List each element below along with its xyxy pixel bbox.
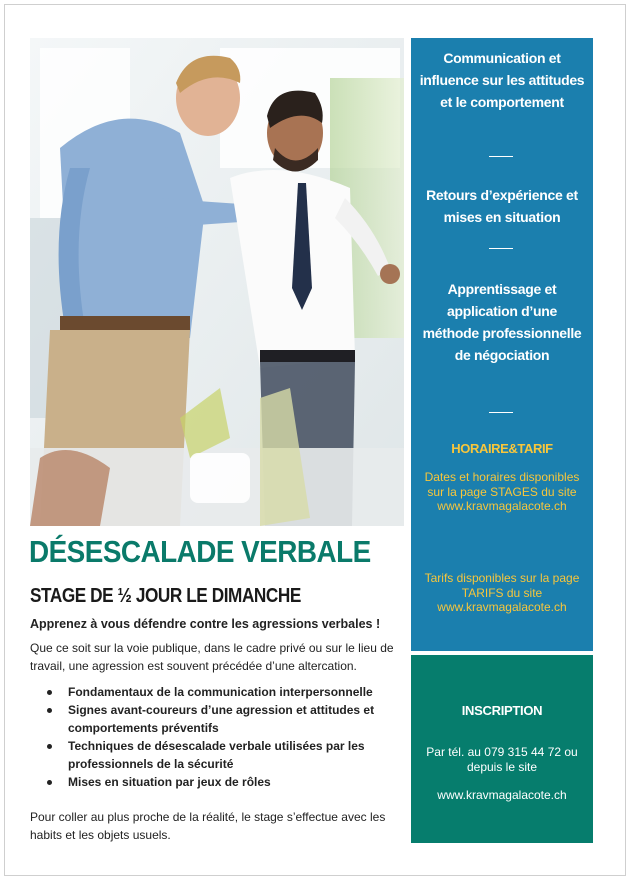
subtitle: STAGE DE ½ JOUR LE DIMANCHE [30,585,301,607]
features-panel [411,38,593,651]
bullet-icon [47,690,52,695]
horaire-text: Dates et horaires disponibles sur la page STAGES du site www.kravmagalacote.ch [424,470,580,513]
horaire-tarif-heading: HORAIRE&TARIF [451,441,553,456]
inscription-heading: INSCRIPTION [461,703,543,718]
list-item [30,773,406,791]
bullet-icon [47,708,52,713]
inscription-website: www.kravmagalacote.ch [437,788,567,802]
tarif-text: Tarifs disponibles sur la page TARIFS du site www.kravmagalacote.ch [424,571,580,614]
program-list [30,683,406,791]
lead-text: Apprenez à vous défendre contre les agressions verbales ! [30,617,381,631]
list-item-text: Techniques de désescalade verbale utilisées par les professionnels de la sécurité [68,739,365,771]
feature-retours: Retours d’expérience et mises en situation [426,187,578,225]
list-item [30,701,406,737]
list-item-text: Signes avant-coureurs d’une agression et attitudes et comportements préventifs [68,703,375,735]
intro-paragraph: Que ce soit sur la voie publique, dans le cadre privé ou sur le lieu de travail, une agression est souvent précédée d’une altercation. [30,641,394,673]
office-argument-photo [30,38,404,526]
feature-communication: Communication et influence sur les attitudes et le comportement [419,50,585,110]
inscription-phone: Par tél. au 079 315 44 72 ou depuis le site [426,745,578,774]
divider [489,412,513,413]
outro-paragraph: Pour coller au plus proche de la réalité, le stage s’effectue avec les habits et les objets usuels. [30,810,386,842]
divider [489,248,513,249]
feature-methode: Apprentissage et application d’une méthode professionnelle de négociation [422,281,582,363]
divider [489,156,513,157]
list-item [30,683,406,701]
list-item-text: Fondamentaux de la communication interpersonnelle [68,685,373,699]
bullet-icon [47,744,52,749]
inscription-panel [411,655,593,843]
list-item-text: Mises en situation par jeux de rôles [68,775,271,789]
bullet-icon [47,780,52,785]
main-title: DÉSESCALADE VERBALE [29,534,371,569]
list-item [30,737,406,773]
